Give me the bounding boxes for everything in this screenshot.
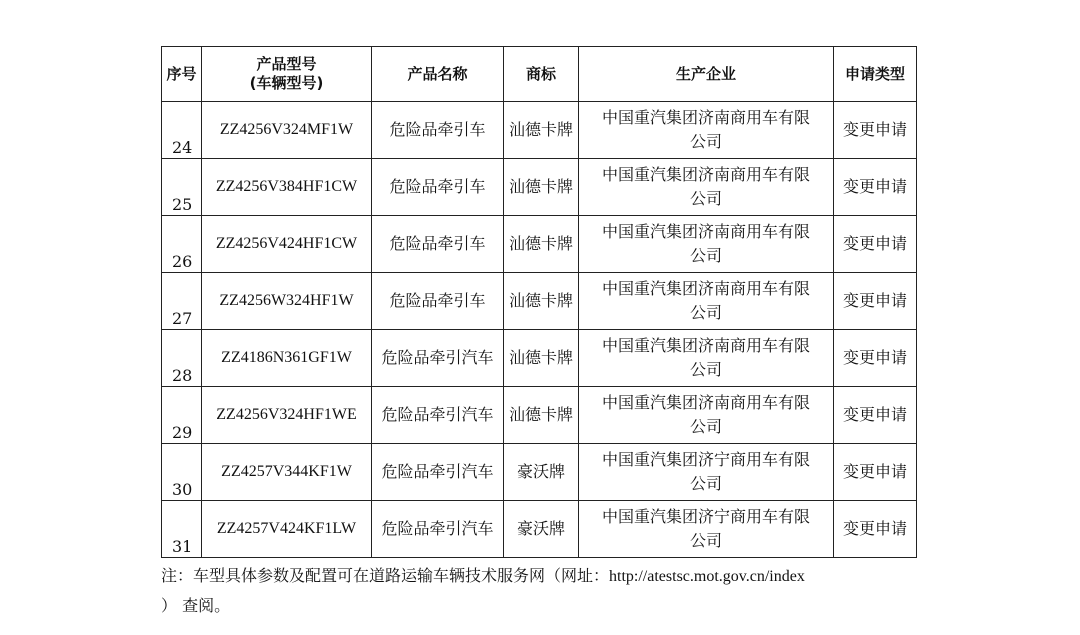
header-model-line2: (车辆型号) bbox=[249, 74, 324, 92]
cell-company bbox=[579, 216, 834, 273]
company-line1: 中国重汽集团济南商用车有限 bbox=[601, 393, 810, 412]
cell-application-type: 变更申请 bbox=[834, 159, 917, 216]
cell-no: 25 bbox=[162, 159, 202, 216]
cell-model: ZZ4256V384HF1CW bbox=[202, 159, 372, 216]
cell-product-name: 危险品牵引汽车 bbox=[372, 330, 504, 387]
cell-model: ZZ4256V324MF1W bbox=[202, 102, 372, 159]
company-line1: 中国重汽集团济南商用车有限 bbox=[601, 222, 810, 241]
company-line2: 公司 bbox=[689, 246, 722, 265]
cell-product-name: 危险品牵引车 bbox=[372, 273, 504, 330]
header-company: 生产企业 bbox=[579, 47, 834, 102]
cell-product-name: 危险品牵引车 bbox=[372, 159, 504, 216]
cell-brand: 汕德卡牌 bbox=[504, 216, 579, 273]
cell-company bbox=[579, 273, 834, 330]
company-line1: 中国重汽集团济宁商用车有限 bbox=[601, 507, 810, 526]
table-header-row bbox=[162, 47, 917, 102]
table-body bbox=[162, 102, 917, 558]
header-no: 序号 bbox=[162, 47, 202, 102]
cell-application-type: 变更申请 bbox=[834, 330, 917, 387]
cell-product-name: 危险品牵引汽车 bbox=[372, 387, 504, 444]
cell-product-name: 危险品牵引汽车 bbox=[372, 501, 504, 558]
table-row bbox=[162, 102, 917, 159]
header-type: 申请类型 bbox=[834, 47, 917, 102]
table-row bbox=[162, 444, 917, 501]
cell-application-type: 变更申请 bbox=[834, 501, 917, 558]
company-line1: 中国重汽集团济南商用车有限 bbox=[601, 279, 810, 298]
header-model-line1: 产品型号 bbox=[256, 55, 317, 73]
cell-application-type: 变更申请 bbox=[834, 102, 917, 159]
header-name: 产品名称 bbox=[372, 47, 504, 102]
footnote-url: http://atestsc.mot.gov.cn/index bbox=[609, 568, 805, 585]
cell-model: ZZ4186N361GF1W bbox=[202, 330, 372, 387]
table-row bbox=[162, 159, 917, 216]
cell-company bbox=[579, 444, 834, 501]
cell-company bbox=[579, 330, 834, 387]
cell-no: 29 bbox=[162, 387, 202, 444]
vehicle-table bbox=[161, 46, 917, 558]
cell-brand: 豪沃牌 bbox=[504, 501, 579, 558]
cell-product-name: 危险品牵引车 bbox=[372, 102, 504, 159]
footnote bbox=[161, 561, 916, 620]
cell-application-type: 变更申请 bbox=[834, 444, 917, 501]
cell-model: ZZ4256W324HF1W bbox=[202, 273, 372, 330]
cell-brand: 汕德卡牌 bbox=[504, 330, 579, 387]
cell-application-type: 变更申请 bbox=[834, 273, 917, 330]
cell-no: 28 bbox=[162, 330, 202, 387]
table-row bbox=[162, 387, 917, 444]
table-row bbox=[162, 501, 917, 558]
cell-no: 30 bbox=[162, 444, 202, 501]
company-line1: 中国重汽集团济南商用车有限 bbox=[601, 336, 810, 355]
footnote-suffix: ） 查阅。 bbox=[161, 596, 231, 615]
header-model bbox=[202, 47, 372, 102]
table-row bbox=[162, 216, 917, 273]
cell-model: ZZ4256V424HF1CW bbox=[202, 216, 372, 273]
cell-company bbox=[579, 102, 834, 159]
cell-product-name: 危险品牵引汽车 bbox=[372, 444, 504, 501]
company-line2: 公司 bbox=[689, 417, 722, 436]
cell-company bbox=[579, 159, 834, 216]
cell-no: 26 bbox=[162, 216, 202, 273]
cell-product-name: 危险品牵引车 bbox=[372, 216, 504, 273]
cell-no: 24 bbox=[162, 102, 202, 159]
cell-model: ZZ4257V344KF1W bbox=[202, 444, 372, 501]
company-line2: 公司 bbox=[689, 303, 722, 322]
cell-brand: 汕德卡牌 bbox=[504, 273, 579, 330]
company-line1: 中国重汽集团济南商用车有限 bbox=[601, 165, 810, 184]
company-line2: 公司 bbox=[689, 132, 722, 151]
company-line1: 中国重汽集团济宁商用车有限 bbox=[601, 450, 810, 469]
company-line2: 公司 bbox=[689, 531, 722, 550]
company-line2: 公司 bbox=[689, 189, 722, 208]
cell-brand: 豪沃牌 bbox=[504, 444, 579, 501]
company-line1: 中国重汽集团济南商用车有限 bbox=[601, 108, 810, 127]
cell-model: ZZ4256V324HF1WE bbox=[202, 387, 372, 444]
cell-company bbox=[579, 501, 834, 558]
company-line2: 公司 bbox=[689, 474, 722, 493]
cell-brand: 汕德卡牌 bbox=[504, 387, 579, 444]
cell-application-type: 变更申请 bbox=[834, 387, 917, 444]
cell-model: ZZ4257V424KF1LW bbox=[202, 501, 372, 558]
header-brand: 商标 bbox=[504, 47, 579, 102]
table-row bbox=[162, 330, 917, 387]
cell-no: 31 bbox=[162, 501, 202, 558]
cell-brand: 汕德卡牌 bbox=[504, 159, 579, 216]
cell-brand: 汕德卡牌 bbox=[504, 102, 579, 159]
table-row bbox=[162, 273, 917, 330]
company-line2: 公司 bbox=[689, 360, 722, 379]
cell-application-type: 变更申请 bbox=[834, 216, 917, 273]
cell-company bbox=[579, 387, 834, 444]
footnote-prefix: 注：车型具体参数及配置可在道路运输车辆技术服务网（网址： bbox=[161, 566, 610, 585]
cell-no: 27 bbox=[162, 273, 202, 330]
